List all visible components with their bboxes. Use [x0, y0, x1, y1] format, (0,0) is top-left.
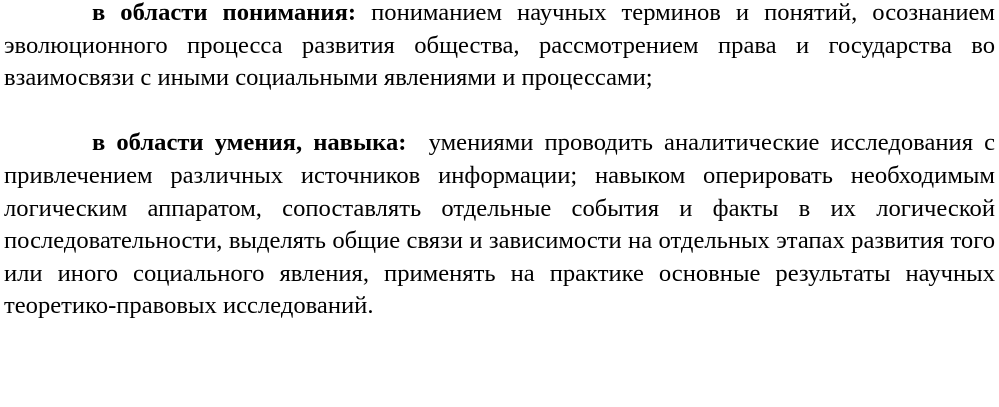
paragraph-text: пониманием научных терминов и понятий, осознанием эволюционного процесса развития общества, рассмотрением права и государства во взаимосвязи с иными социальными явлениями и процессами;	[4, 0, 995, 92]
paragraph-skills	[4, 127, 995, 323]
paragraph-understanding	[4, 0, 995, 95]
paragraph-lead: в области умения, навыка:	[92, 129, 407, 157]
paragraph-lead: в области понимания:	[92, 0, 357, 26]
paragraph-text: умениями проводить аналитические исследования с привлечением различных источников информации; навыком оперировать необходимым логическим аппаратом, сопоставлять отдельные события и факты в их логической последовательности, выделять общие связи и зависимости на отдельных этапах развития того или иного социального явления, применять на практике основные результаты научных теоретико-правовых исследований.	[4, 129, 996, 320]
